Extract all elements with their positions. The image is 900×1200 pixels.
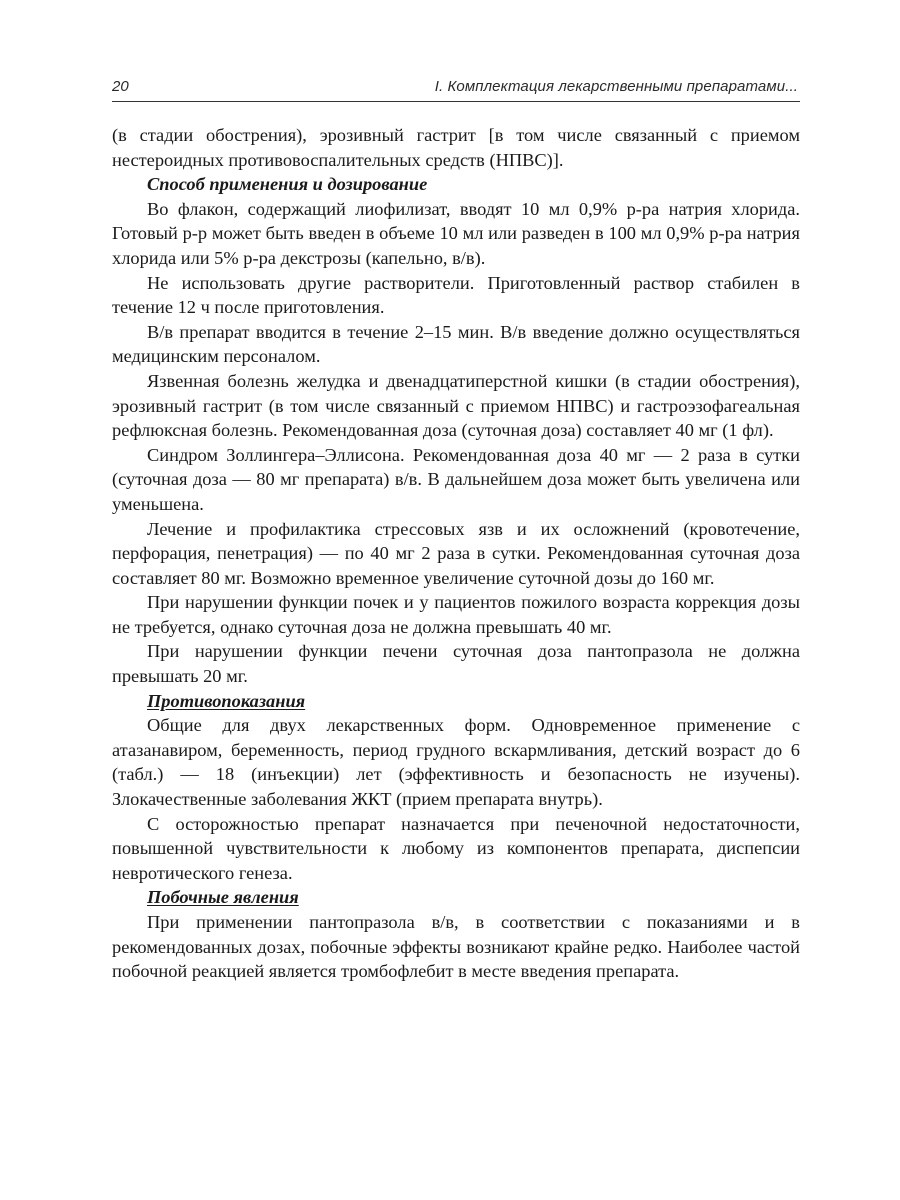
paragraph: Язвенная болезнь желудка и двенадцатиперстной кишки (в стадии обострения), эрозивный гастрит (в том числе связанный с приемом НПВС) и гастроэзофагеальная рефлюксная болезнь. Рекомендованная доза (суточная доза) составляет 40 мг (1 фл). bbox=[112, 370, 800, 441]
paragraph: При нарушении функции печени суточная доза пантопразола не должна превышать 20 мг. bbox=[112, 641, 800, 687]
paragraph: С осторожностью препарат назначается при печеночной недостаточности, повышенной чувствительности к любому из компонентов препарата, диспепсии невротического генеза. bbox=[112, 813, 800, 883]
paragraph: В/в препарат вводится в течение 2–15 мин. В/в введение должно осуществляться медицинским персоналом. bbox=[112, 321, 800, 367]
paragraph: Лечение и профилактика стрессовых язв и их осложнений (кровотечение, перфорация, пенетрация) — по 40 мг 2 раза в сутки. Рекомендованная суточная доза составляет 80 мг. Возможно временное увеличение суточной дозы до 160 мг. bbox=[112, 518, 800, 588]
paragraph: Общие для двух лекарственных форм. Одновременное применение с атазанавиром, беременность, период грудного вскармливания, детский возраст до 6 (табл.) — 18 (инъекции) лет (эффективность и безопасность не изучены). Злокачественные заболевания ЖКТ (прием препарата внутрь). bbox=[112, 715, 800, 810]
intro-paragraph: (в стадии обострения), эрозивный гастрит [в том числе связанный с приемом нестероидных противовоспалительных средств (НПВС)]. bbox=[112, 125, 800, 170]
section-heading-contraindications-text: Противопоказания bbox=[147, 690, 306, 711]
header-divider bbox=[112, 101, 800, 102]
running-header bbox=[112, 74, 800, 100]
page-body bbox=[112, 123, 800, 984]
page-number: 20 bbox=[112, 78, 129, 95]
paragraph: Не использовать другие растворители. Приготовленный раствор стабилен в течение 12 ч после приготовления. bbox=[112, 272, 800, 318]
running-title: I. Комплектация лекарственными препаратами... bbox=[434, 78, 798, 95]
paragraph: При нарушении функции почек и у пациентов пожилого возраста коррекция дозы не требуется, однако суточная доза не должна превышать 40 мг. bbox=[112, 592, 800, 637]
section-heading-side-effects-text: Побочные явления bbox=[147, 887, 299, 908]
section-heading-contraindications bbox=[112, 689, 800, 714]
section-heading-side-effects bbox=[112, 885, 800, 910]
section-heading-dosage: Способ применения и дозирование bbox=[147, 174, 428, 195]
paragraph: Синдром Золлингера–Эллисона. Рекомендованная доза 40 мг — 2 раза в сутки (суточная доза — 80 мг препарата) в/в. В дальнейшем доза может быть увеличена или уменьшена. bbox=[112, 444, 800, 514]
paragraph: Во флакон, содержащий лиофилизат, вводят 10 мл 0,9% р-ра натрия хлорида. Готовый р-р может быть введен в объеме 10 мл или разведен в 100 мл 0,9% р-ра натрия хлорида или 5% р-ра декстрозы (капельно, в/в). bbox=[112, 198, 800, 268]
paragraph: При применении пантопразола в/в, в соответствии с показаниями и в рекомендованных дозах, побочные эффекты возникают крайне редко. Наиболее частой побочной реакцией является тромбофлебит в месте введения препарата. bbox=[112, 912, 800, 982]
